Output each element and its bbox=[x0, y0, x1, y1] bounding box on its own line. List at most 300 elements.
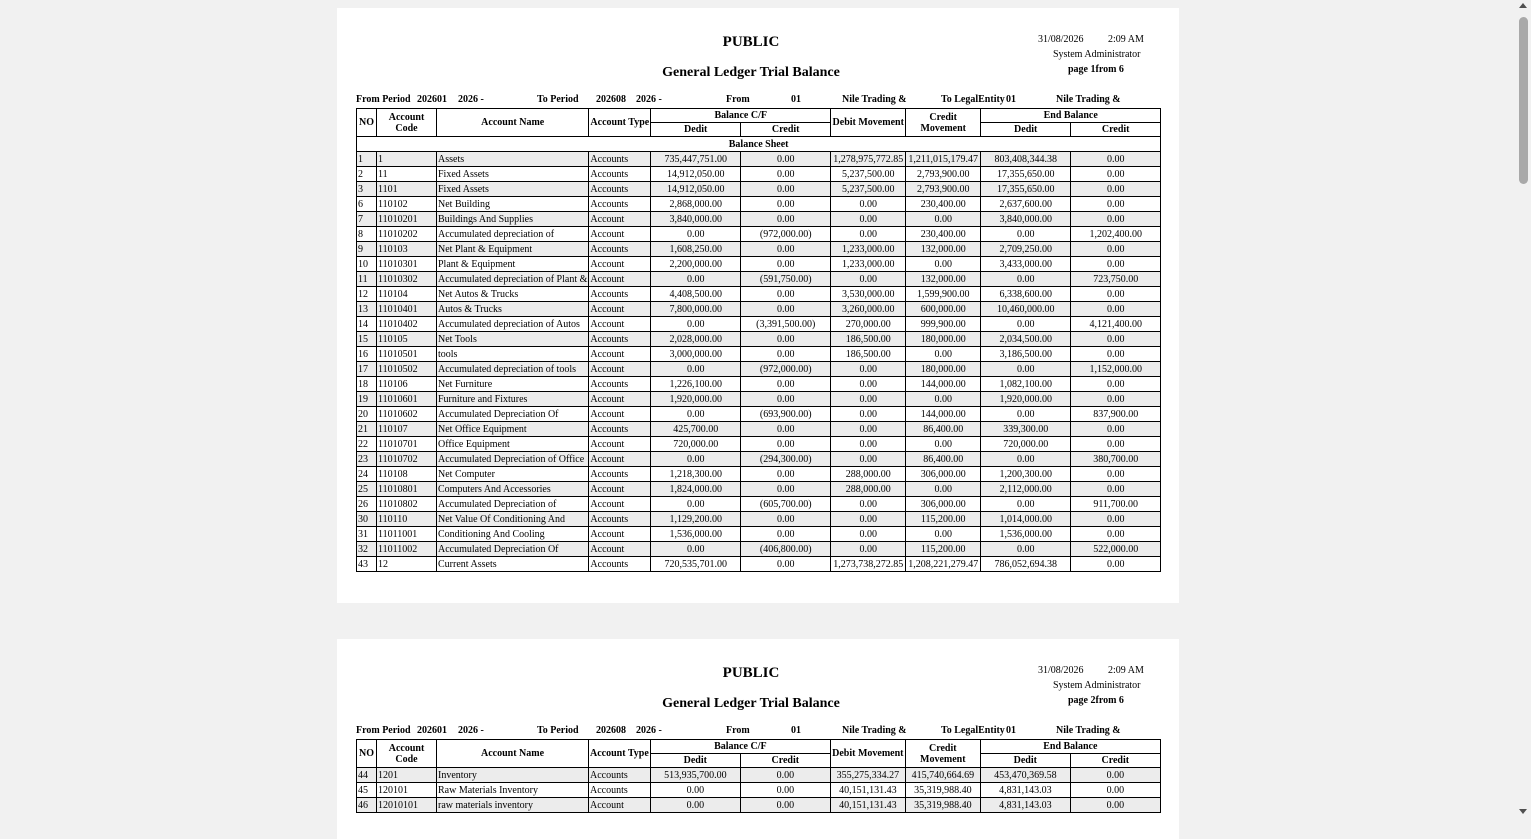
cell-credit-movement: 180,000.00 bbox=[906, 362, 981, 377]
cell-credit-movement: 144,000.00 bbox=[906, 377, 981, 392]
cell-account-code: 11011001 bbox=[377, 527, 437, 542]
cell-account-name: Fixed Assets bbox=[437, 182, 589, 197]
cell-balance-dedit: 14,912,050.00 bbox=[651, 182, 741, 197]
cell-end-dedit: 0.00 bbox=[981, 362, 1071, 377]
cell-balance-credit: (406,800.00) bbox=[741, 542, 831, 557]
cell-no: 26 bbox=[357, 497, 377, 512]
cell-end-dedit: 1,014,000.00 bbox=[981, 512, 1071, 527]
cell-account-code: 110103 bbox=[377, 242, 437, 257]
cell-no: 11 bbox=[357, 272, 377, 287]
cell-account-type: Account bbox=[589, 227, 651, 242]
to-entity-value: 01 bbox=[1006, 725, 1016, 736]
scrollbar-thumb[interactable] bbox=[1519, 17, 1528, 184]
cell-balance-dedit: 0.00 bbox=[651, 407, 741, 422]
cell-end-credit: 0.00 bbox=[1071, 512, 1161, 527]
cell-account-type: Accounts bbox=[589, 167, 651, 182]
cell-account-name: Net Value Of Conditioning And bbox=[437, 512, 589, 527]
report-time: 2:09 AM bbox=[1108, 665, 1144, 676]
cell-no: 12 bbox=[357, 287, 377, 302]
cell-no: 17 bbox=[357, 362, 377, 377]
cell-balance-credit: 0.00 bbox=[740, 768, 830, 783]
cell-end-credit: 0.00 bbox=[1071, 257, 1161, 272]
cell-end-dedit: 0.00 bbox=[981, 272, 1071, 287]
cell-debit-movement: 5,237,500.00 bbox=[831, 167, 906, 182]
cell-account-type: Account bbox=[589, 302, 651, 317]
cell-account-name: Office Equipment bbox=[437, 437, 589, 452]
cell-account-code: 11010501 bbox=[377, 347, 437, 362]
header-end-credit: Credit bbox=[1071, 123, 1161, 137]
cell-end-dedit: 17,355,650.00 bbox=[981, 182, 1071, 197]
public-label: PUBLIC bbox=[722, 34, 780, 50]
cell-end-credit: 911,700.00 bbox=[1071, 497, 1161, 512]
table-row bbox=[357, 242, 1161, 257]
cell-no: 2 bbox=[357, 167, 377, 182]
header-account-type: Account Type bbox=[589, 740, 651, 768]
header-no: NO bbox=[357, 740, 377, 768]
report-title: General Ledger Trial Balance bbox=[662, 696, 840, 711]
cell-account-name: Net Furniture bbox=[437, 377, 589, 392]
cell-no: 13 bbox=[357, 302, 377, 317]
cell-end-dedit: 1,920,000.00 bbox=[981, 392, 1071, 407]
cell-credit-movement: 0.00 bbox=[906, 392, 981, 407]
cell-account-type: Account bbox=[589, 437, 651, 452]
cell-debit-movement: 0.00 bbox=[831, 272, 906, 287]
report-page-2 bbox=[337, 639, 1179, 839]
cell-account-code: 12010101 bbox=[377, 798, 437, 813]
cell-account-name: Net Autos & Trucks bbox=[437, 287, 589, 302]
cell-end-dedit: 786,052,694.38 bbox=[981, 557, 1071, 572]
cell-no: 24 bbox=[357, 467, 377, 482]
cell-debit-movement: 1,233,000.00 bbox=[831, 257, 906, 272]
cell-balance-credit: 0.00 bbox=[741, 347, 831, 362]
cell-account-name: Plant & Equipment bbox=[437, 257, 589, 272]
cell-balance-credit: 0.00 bbox=[741, 242, 831, 257]
cell-end-credit: 0.00 bbox=[1071, 347, 1161, 362]
report-user: System Administrator bbox=[1053, 49, 1141, 60]
cell-account-name: Net Tools bbox=[437, 332, 589, 347]
from-entity-value: 01 bbox=[791, 94, 801, 105]
table-row bbox=[357, 302, 1161, 317]
cell-no: 43 bbox=[357, 557, 377, 572]
cell-end-dedit: 339,300.00 bbox=[981, 422, 1071, 437]
cell-end-dedit: 1,082,100.00 bbox=[981, 377, 1071, 392]
to-entity-label: To LegalEntity bbox=[941, 94, 1005, 105]
table-row bbox=[357, 377, 1161, 392]
cell-no: 15 bbox=[357, 332, 377, 347]
cell-balance-dedit: 2,868,000.00 bbox=[651, 197, 741, 212]
cell-end-credit: 0.00 bbox=[1070, 798, 1160, 813]
cell-account-code: 11010802 bbox=[377, 497, 437, 512]
cell-account-code: 1201 bbox=[377, 768, 437, 783]
cell-end-dedit: 453,470,369.58 bbox=[980, 768, 1070, 783]
cell-end-dedit: 6,338,600.00 bbox=[981, 287, 1071, 302]
cell-account-type: Account bbox=[589, 407, 651, 422]
cell-end-dedit: 4,831,143.03 bbox=[980, 798, 1070, 813]
cell-no: 25 bbox=[357, 482, 377, 497]
cell-balance-dedit: 3,840,000.00 bbox=[651, 212, 741, 227]
cell-account-type: Accounts bbox=[589, 422, 651, 437]
cell-credit-movement: 0.00 bbox=[906, 482, 981, 497]
cell-no: 6 bbox=[357, 197, 377, 212]
cell-account-code: 12 bbox=[377, 557, 437, 572]
cell-balance-dedit: 0.00 bbox=[650, 783, 740, 798]
from-period-label: From Period bbox=[356, 725, 411, 736]
table-row bbox=[357, 212, 1161, 227]
cell-account-type: Accounts bbox=[589, 332, 651, 347]
from-year-value: 2026 - bbox=[458, 94, 484, 105]
table-row bbox=[357, 422, 1161, 437]
table-row bbox=[357, 362, 1161, 377]
cell-credit-movement: 306,000.00 bbox=[906, 467, 981, 482]
header-debit-movement: Debit Movement bbox=[830, 740, 905, 768]
table-row bbox=[357, 768, 1161, 783]
cell-balance-dedit: 0.00 bbox=[651, 317, 741, 332]
cell-credit-movement: 1,208,221,279.47 bbox=[906, 557, 981, 572]
cell-balance-dedit: 0.00 bbox=[651, 362, 741, 377]
report-page-1 bbox=[337, 8, 1179, 603]
cell-balance-dedit: 0.00 bbox=[651, 227, 741, 242]
table-row bbox=[357, 392, 1161, 407]
cell-account-name: Accumulated depreciation of Autos bbox=[437, 317, 589, 332]
table-row bbox=[357, 497, 1161, 512]
cell-credit-movement: 999,900.00 bbox=[906, 317, 981, 332]
cell-account-code: 110110 bbox=[377, 512, 437, 527]
report-date: 31/08/2026 bbox=[1038, 665, 1084, 676]
cell-end-dedit: 720,000.00 bbox=[981, 437, 1071, 452]
cell-account-code: 110105 bbox=[377, 332, 437, 347]
cell-balance-credit: 0.00 bbox=[741, 287, 831, 302]
cell-balance-dedit: 3,000,000.00 bbox=[651, 347, 741, 362]
from-entity-name: Nile Trading & bbox=[842, 725, 907, 736]
cell-account-code: 11010301 bbox=[377, 257, 437, 272]
cell-balance-credit: 0.00 bbox=[741, 467, 831, 482]
cell-balance-dedit: 513,935,700.00 bbox=[650, 768, 740, 783]
cell-account-name: Conditioning And Cooling bbox=[437, 527, 589, 542]
cell-end-credit: 0.00 bbox=[1071, 557, 1161, 572]
cell-account-name: Computers And Accessories bbox=[437, 482, 589, 497]
cell-end-credit: 0.00 bbox=[1071, 437, 1161, 452]
cell-end-dedit: 4,831,143.03 bbox=[980, 783, 1070, 798]
cell-balance-credit: (591,750.00) bbox=[741, 272, 831, 287]
cell-no: 45 bbox=[357, 783, 377, 798]
cell-no: 44 bbox=[357, 768, 377, 783]
report-user: System Administrator bbox=[1053, 680, 1141, 691]
table-body bbox=[357, 768, 1161, 813]
table-row bbox=[357, 452, 1161, 467]
cell-end-dedit: 10,460,000.00 bbox=[981, 302, 1071, 317]
cell-account-code: 11010201 bbox=[377, 212, 437, 227]
cell-account-name: Fixed Assets bbox=[437, 167, 589, 182]
to-period-value: 202608 bbox=[596, 725, 626, 736]
cell-account-name: Accumulated Depreciation Of bbox=[437, 542, 589, 557]
cell-account-code: 110102 bbox=[377, 197, 437, 212]
cell-account-type: Account bbox=[589, 452, 651, 467]
cell-credit-movement: 306,000.00 bbox=[906, 497, 981, 512]
from-label: From bbox=[726, 725, 750, 736]
cell-balance-dedit: 0.00 bbox=[651, 272, 741, 287]
cell-account-name: raw materials inventory bbox=[437, 798, 589, 813]
scroll-down-arrow-icon[interactable] bbox=[1519, 809, 1527, 814]
from-period-label: From Period bbox=[356, 94, 411, 105]
cell-account-code: 11010702 bbox=[377, 452, 437, 467]
table-row bbox=[357, 798, 1161, 813]
to-period-label: To Period bbox=[537, 94, 579, 105]
table-row bbox=[357, 512, 1161, 527]
table-row bbox=[357, 272, 1161, 287]
cell-debit-movement: 0.00 bbox=[831, 212, 906, 227]
cell-balance-credit: 0.00 bbox=[741, 437, 831, 452]
cell-account-type: Accounts bbox=[589, 242, 651, 257]
cell-credit-movement: 86,400.00 bbox=[906, 452, 981, 467]
cell-no: 46 bbox=[357, 798, 377, 813]
cell-account-code: 11010801 bbox=[377, 482, 437, 497]
cell-account-name: Accumulated Depreciation Of bbox=[437, 407, 589, 422]
cell-account-type: Accounts bbox=[589, 287, 651, 302]
cell-debit-movement: 0.00 bbox=[831, 512, 906, 527]
cell-account-type: Accounts bbox=[589, 377, 651, 392]
cell-no: 19 bbox=[357, 392, 377, 407]
cell-debit-movement: 270,000.00 bbox=[831, 317, 906, 332]
cell-credit-movement: 35,319,988.40 bbox=[905, 783, 980, 798]
cell-debit-movement: 3,530,000.00 bbox=[831, 287, 906, 302]
cell-account-code: 110106 bbox=[377, 377, 437, 392]
cell-balance-dedit: 425,700.00 bbox=[651, 422, 741, 437]
cell-account-name: Accumulated depreciation of tools bbox=[437, 362, 589, 377]
cell-no: 16 bbox=[357, 347, 377, 362]
to-year-value: 2026 - bbox=[636, 725, 662, 736]
from-period-value: 202601 bbox=[417, 725, 447, 736]
header-end-dedit: Dedit bbox=[981, 123, 1071, 137]
cell-account-type: Account bbox=[589, 497, 651, 512]
page-info: page 1from 6 bbox=[1068, 64, 1124, 75]
cell-end-credit: 0.00 bbox=[1071, 212, 1161, 227]
cell-balance-credit: (693,900.00) bbox=[741, 407, 831, 422]
cell-account-code: 11010402 bbox=[377, 317, 437, 332]
cell-end-dedit: 1,536,000.00 bbox=[981, 527, 1071, 542]
cell-balance-dedit: 1,536,000.00 bbox=[651, 527, 741, 542]
cell-balance-dedit: 1,226,100.00 bbox=[651, 377, 741, 392]
cell-debit-movement: 0.00 bbox=[831, 377, 906, 392]
cell-end-dedit: 2,637,600.00 bbox=[981, 197, 1071, 212]
cell-account-type: Account bbox=[589, 257, 651, 272]
header-account-code: Account Code bbox=[377, 109, 437, 137]
cell-balance-credit: 0.00 bbox=[741, 482, 831, 497]
cell-credit-movement: 115,200.00 bbox=[906, 512, 981, 527]
cell-balance-credit: (972,000.00) bbox=[741, 362, 831, 377]
cell-account-type: Accounts bbox=[589, 557, 651, 572]
cell-credit-movement: 1,211,015,179.47 bbox=[906, 152, 981, 167]
cell-no: 32 bbox=[357, 542, 377, 557]
cell-end-credit: 0.00 bbox=[1071, 392, 1161, 407]
header-account-name: Account Name bbox=[437, 740, 589, 768]
report-time: 2:09 AM bbox=[1108, 34, 1144, 45]
cell-credit-movement: 415,740,664.69 bbox=[905, 768, 980, 783]
from-entity-name: Nile Trading & bbox=[842, 94, 907, 105]
header-credit-movement: Credit Movement bbox=[905, 740, 980, 768]
table-row bbox=[357, 152, 1161, 167]
cell-balance-dedit: 1,824,000.00 bbox=[651, 482, 741, 497]
cell-debit-movement: 3,260,000.00 bbox=[831, 302, 906, 317]
report-title: General Ledger Trial Balance bbox=[662, 65, 840, 80]
cell-end-credit: 0.00 bbox=[1071, 377, 1161, 392]
cell-account-name: Furniture and Fixtures bbox=[437, 392, 589, 407]
to-year-value: 2026 - bbox=[636, 94, 662, 105]
cell-balance-credit: 0.00 bbox=[740, 783, 830, 798]
cell-account-code: 11010302 bbox=[377, 272, 437, 287]
cell-account-code: 1 bbox=[377, 152, 437, 167]
cell-credit-movement: 230,400.00 bbox=[906, 197, 981, 212]
cell-balance-credit: 0.00 bbox=[741, 197, 831, 212]
cell-no: 8 bbox=[357, 227, 377, 242]
scroll-up-arrow-icon[interactable] bbox=[1519, 3, 1527, 8]
table-row bbox=[357, 467, 1161, 482]
cell-credit-movement: 0.00 bbox=[906, 257, 981, 272]
cell-credit-movement: 0.00 bbox=[906, 437, 981, 452]
cell-debit-movement: 0.00 bbox=[831, 407, 906, 422]
cell-debit-movement: 0.00 bbox=[831, 362, 906, 377]
cell-debit-movement: 1,278,975,772.85 bbox=[831, 152, 906, 167]
cell-end-credit: 0.00 bbox=[1071, 422, 1161, 437]
table-row bbox=[357, 287, 1161, 302]
cell-account-name: Accumulated Depreciation of bbox=[437, 497, 589, 512]
cell-credit-movement: 2,793,900.00 bbox=[906, 182, 981, 197]
cell-account-type: Account bbox=[589, 527, 651, 542]
cell-account-name: Net Computer bbox=[437, 467, 589, 482]
page-info: page 2from 6 bbox=[1068, 695, 1124, 706]
header-balance-dedit: Dedit bbox=[650, 754, 740, 768]
cell-account-code: 11010602 bbox=[377, 407, 437, 422]
cell-account-name: Buildings And Supplies bbox=[437, 212, 589, 227]
cell-balance-dedit: 735,447,751.00 bbox=[651, 152, 741, 167]
cell-no: 9 bbox=[357, 242, 377, 257]
cell-account-name: Accumulated depreciation of bbox=[437, 227, 589, 242]
cell-end-credit: 0.00 bbox=[1071, 287, 1161, 302]
cell-account-code: 11010701 bbox=[377, 437, 437, 452]
cell-account-type: Accounts bbox=[589, 512, 651, 527]
cell-credit-movement: 180,000.00 bbox=[906, 332, 981, 347]
cell-end-credit: 723,750.00 bbox=[1071, 272, 1161, 287]
cell-balance-credit: 0.00 bbox=[741, 512, 831, 527]
report-date: 31/08/2026 bbox=[1038, 34, 1084, 45]
cell-account-type: Accounts bbox=[589, 152, 651, 167]
cell-account-type: Accounts bbox=[589, 768, 651, 783]
cell-end-credit: 1,202,400.00 bbox=[1071, 227, 1161, 242]
cell-end-dedit: 2,034,500.00 bbox=[981, 332, 1071, 347]
cell-account-type: Account bbox=[589, 542, 651, 557]
cell-account-type: Account bbox=[589, 392, 651, 407]
cell-balance-dedit: 1,920,000.00 bbox=[651, 392, 741, 407]
trial-balance-table bbox=[356, 108, 1161, 572]
table-row bbox=[357, 197, 1161, 212]
table-row bbox=[357, 347, 1161, 362]
trial-balance-table bbox=[356, 739, 1161, 813]
from-label: From bbox=[726, 94, 750, 105]
from-year-value: 2026 - bbox=[458, 725, 484, 736]
cell-account-name: Autos & Trucks bbox=[437, 302, 589, 317]
cell-account-name: Net Building bbox=[437, 197, 589, 212]
cell-debit-movement: 0.00 bbox=[831, 452, 906, 467]
cell-debit-movement: 0.00 bbox=[831, 542, 906, 557]
cell-end-credit: 380,700.00 bbox=[1071, 452, 1161, 467]
cell-end-dedit: 0.00 bbox=[981, 497, 1071, 512]
cell-credit-movement: 0.00 bbox=[906, 212, 981, 227]
cell-end-credit: 1,152,000.00 bbox=[1071, 362, 1161, 377]
cell-end-credit: 4,121,400.00 bbox=[1071, 317, 1161, 332]
cell-balance-credit: 0.00 bbox=[741, 257, 831, 272]
cell-balance-credit: (605,700.00) bbox=[741, 497, 831, 512]
cell-end-dedit: 0.00 bbox=[981, 542, 1071, 557]
cell-account-code: 1101 bbox=[377, 182, 437, 197]
cell-account-code: 11010601 bbox=[377, 392, 437, 407]
cell-debit-movement: 0.00 bbox=[831, 227, 906, 242]
cell-end-dedit: 17,355,650.00 bbox=[981, 167, 1071, 182]
header-account-type: Account Type bbox=[589, 109, 651, 137]
cell-end-credit: 0.00 bbox=[1071, 242, 1161, 257]
cell-no: 20 bbox=[357, 407, 377, 422]
header-balance-credit: Credit bbox=[741, 123, 831, 137]
cell-end-dedit: 2,709,250.00 bbox=[981, 242, 1071, 257]
table-row bbox=[357, 407, 1161, 422]
cell-end-dedit: 0.00 bbox=[981, 227, 1071, 242]
table-row bbox=[357, 257, 1161, 272]
cell-balance-dedit: 1,608,250.00 bbox=[651, 242, 741, 257]
cell-credit-movement: 2,793,900.00 bbox=[906, 167, 981, 182]
cell-end-credit: 522,000.00 bbox=[1071, 542, 1161, 557]
vertical-scrollbar[interactable] bbox=[1516, 0, 1531, 817]
cell-account-code: 110107 bbox=[377, 422, 437, 437]
cell-no: 1 bbox=[357, 152, 377, 167]
cell-account-type: Accounts bbox=[589, 783, 651, 798]
cell-account-type: Accounts bbox=[589, 197, 651, 212]
cell-balance-credit: (972,000.00) bbox=[741, 227, 831, 242]
cell-credit-movement: 86,400.00 bbox=[906, 422, 981, 437]
cell-debit-movement: 288,000.00 bbox=[831, 467, 906, 482]
cell-credit-movement: 115,200.00 bbox=[906, 542, 981, 557]
header-end-balance: End Balance bbox=[980, 740, 1160, 754]
header-credit-movement: Credit Movement bbox=[906, 109, 981, 137]
cell-no: 3 bbox=[357, 182, 377, 197]
table-body bbox=[357, 137, 1161, 572]
cell-balance-credit: 0.00 bbox=[740, 798, 830, 813]
cell-account-code: 11010502 bbox=[377, 362, 437, 377]
table-row bbox=[357, 317, 1161, 332]
cell-no: 7 bbox=[357, 212, 377, 227]
cell-balance-credit: 0.00 bbox=[741, 152, 831, 167]
to-entity-name: Nile Trading & bbox=[1056, 725, 1121, 736]
cell-end-credit: 0.00 bbox=[1071, 152, 1161, 167]
cell-end-credit: 0.00 bbox=[1071, 197, 1161, 212]
cell-no: 23 bbox=[357, 452, 377, 467]
cell-end-dedit: 0.00 bbox=[981, 452, 1071, 467]
cell-debit-movement: 0.00 bbox=[831, 527, 906, 542]
to-entity-name: Nile Trading & bbox=[1056, 94, 1121, 105]
cell-end-dedit: 3,186,500.00 bbox=[981, 347, 1071, 362]
cell-balance-dedit: 1,129,200.00 bbox=[651, 512, 741, 527]
cell-balance-credit: (294,300.00) bbox=[741, 452, 831, 467]
header-end-balance: End Balance bbox=[981, 109, 1161, 123]
cell-credit-movement: 230,400.00 bbox=[906, 227, 981, 242]
cell-account-name: Assets bbox=[437, 152, 589, 167]
table-row bbox=[357, 332, 1161, 347]
cell-credit-movement: 144,000.00 bbox=[906, 407, 981, 422]
cell-debit-movement: 1,273,738,272.85 bbox=[831, 557, 906, 572]
cell-end-credit: 837,900.00 bbox=[1071, 407, 1161, 422]
cell-end-credit: 0.00 bbox=[1071, 482, 1161, 497]
from-period-value: 202601 bbox=[417, 94, 447, 105]
header-end-credit: Credit bbox=[1070, 754, 1160, 768]
cell-no: 31 bbox=[357, 527, 377, 542]
header-debit-movement: Debit Movement bbox=[831, 109, 906, 137]
